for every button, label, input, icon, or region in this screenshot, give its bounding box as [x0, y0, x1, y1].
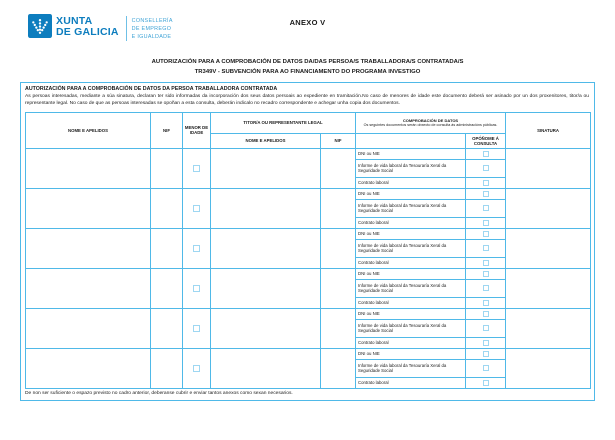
- oppose-checkbox[interactable]: [483, 340, 489, 346]
- oppose-cell: [466, 348, 506, 359]
- authorization-box: [20, 82, 595, 401]
- minor-checkbox[interactable]: [193, 205, 200, 212]
- oppose-cell: [466, 217, 506, 228]
- worker-nif-cell[interactable]: [151, 228, 183, 268]
- oppose-cell: [466, 199, 506, 217]
- oppose-cell: [466, 257, 506, 268]
- footer-note: De non ser suficiente o espazo previsto no cadro anterior, deberanse cubrir e enviar tantos anexos como sexan necesarios.: [25, 390, 293, 396]
- worker-nif-cell[interactable]: [151, 348, 183, 388]
- document-label: Contrato laboral: [356, 297, 466, 308]
- table-row: [26, 228, 591, 239]
- minor-checkbox[interactable]: [193, 245, 200, 252]
- guardian-nif-cell[interactable]: [321, 308, 356, 348]
- col-header-oppose: OPÓÑOME Á CONSULTA: [466, 133, 506, 148]
- col-header-document-spacer: [356, 133, 466, 148]
- oppose-cell: [466, 337, 506, 348]
- worker-name-cell[interactable]: [26, 268, 151, 308]
- guardian-name-cell[interactable]: [211, 188, 321, 228]
- document-label: Informe de vida laboral da Tesouraría Xeral da Seguridade Social: [356, 159, 466, 177]
- minor-checkbox[interactable]: [193, 285, 200, 292]
- oppose-checkbox[interactable]: [483, 365, 489, 371]
- minor-checkbox[interactable]: [193, 365, 200, 372]
- table-row: [26, 308, 591, 319]
- oppose-checkbox[interactable]: [483, 180, 489, 186]
- oppose-checkbox[interactable]: [483, 191, 489, 197]
- guardian-name-cell[interactable]: [211, 308, 321, 348]
- oppose-checkbox[interactable]: [483, 245, 489, 251]
- guardian-nif-cell[interactable]: [321, 228, 356, 268]
- oppose-checkbox[interactable]: [483, 325, 489, 331]
- org-name: XUNTA DE GALICIA: [56, 15, 119, 39]
- document-label: Informe de vida laboral da Tesouraría Xeral da Seguridade Social: [356, 359, 466, 377]
- worker-nif-cell[interactable]: [151, 148, 183, 188]
- signature-cell[interactable]: [506, 228, 591, 268]
- worker-name-cell[interactable]: [26, 228, 151, 268]
- document-label: Informe de vida laboral da Tesouraría Xeral da Seguridade Social: [356, 199, 466, 217]
- minor-cell: [183, 268, 211, 308]
- document-label: DNI ou NIE: [356, 188, 466, 199]
- oppose-checkbox[interactable]: [483, 205, 489, 211]
- document-label: Contrato laboral: [356, 217, 466, 228]
- authorization-table: [25, 112, 591, 389]
- oppose-cell: [466, 297, 506, 308]
- document-title: [0, 57, 615, 78]
- worker-nif-cell[interactable]: [151, 268, 183, 308]
- document-label: Contrato laboral: [356, 257, 466, 268]
- guardian-nif-cell[interactable]: [321, 148, 356, 188]
- guardian-nif-cell[interactable]: [321, 188, 356, 228]
- oppose-cell: [466, 159, 506, 177]
- document-label: Informe de vida laboral da Tesouraría Xeral da Seguridade Social: [356, 279, 466, 297]
- minor-cell: [183, 188, 211, 228]
- document-label: Contrato laboral: [356, 177, 466, 188]
- oppose-checkbox[interactable]: [483, 300, 489, 306]
- table-row: [26, 268, 591, 279]
- guardian-nif-cell[interactable]: [321, 268, 356, 308]
- guardian-name-cell[interactable]: [211, 148, 321, 188]
- oppose-checkbox[interactable]: [483, 285, 489, 291]
- col-header-worker-nif: NIF: [151, 112, 183, 148]
- signature-cell[interactable]: [506, 188, 591, 228]
- document-label: Informe de vida laboral da Tesouraría Xeral da Seguridade Social: [356, 239, 466, 257]
- oppose-cell: [466, 177, 506, 188]
- document-label: DNI ou NIE: [356, 148, 466, 159]
- oppose-cell: [466, 377, 506, 388]
- verification-subtitle: Os seguintes documentos serán obxecto de consulta ás administracións públicas.: [363, 123, 498, 128]
- worker-name-cell[interactable]: [26, 308, 151, 348]
- oppose-cell: [466, 279, 506, 297]
- col-header-guardian: TITOR/A OU REPRESENTANTE LEGAL: [211, 112, 356, 133]
- document-label: Informe de vida laboral da Tesouraría Xeral da Seguridade Social: [356, 319, 466, 337]
- document-label: Contrato laboral: [356, 377, 466, 388]
- guardian-name-cell[interactable]: [211, 268, 321, 308]
- minor-cell: [183, 308, 211, 348]
- oppose-checkbox[interactable]: [483, 165, 489, 171]
- oppose-checkbox[interactable]: [483, 271, 489, 277]
- authorization-intro-text: As persoas interesadas, mediante a súa sinatura, declaran ter sido informadas da incorporación dos seus datos persoais ao expediente en tramitación.No caso de menores de idade este documento deberá ser asinado por un dos proxenitores, titor/a ou representante legal. No caso de que as persoas interesadas se opoñan a esta consulta, deberán indicalo no recadro correspondente e achegar unha copia dos documentos.: [25, 94, 589, 106]
- minor-checkbox[interactable]: [193, 165, 200, 172]
- oppose-cell: [466, 268, 506, 279]
- worker-name-cell[interactable]: [26, 148, 151, 188]
- worker-nif-cell[interactable]: [151, 308, 183, 348]
- signature-cell[interactable]: [506, 348, 591, 388]
- table-row: [26, 188, 591, 199]
- oppose-cell: [466, 148, 506, 159]
- signature-cell[interactable]: [506, 308, 591, 348]
- oppose-cell: [466, 359, 506, 377]
- anexo-label: ANEXO V: [289, 18, 326, 27]
- col-header-worker-name: NOME E APELIDOS: [26, 112, 151, 148]
- document-label: Contrato laboral: [356, 337, 466, 348]
- worker-nif-cell[interactable]: [151, 188, 183, 228]
- minor-checkbox[interactable]: [193, 325, 200, 332]
- document-label: DNI ou NIE: [356, 228, 466, 239]
- oppose-checkbox[interactable]: [483, 151, 489, 157]
- guardian-name-cell[interactable]: [211, 228, 321, 268]
- col-header-verification: [356, 112, 506, 133]
- oppose-checkbox[interactable]: [483, 231, 489, 237]
- department-name: CONSELLERÍA DE EMPREGO E IGUALDADE: [131, 18, 173, 41]
- guardian-name-cell[interactable]: [211, 348, 321, 388]
- oppose-cell: [466, 188, 506, 199]
- signature-cell[interactable]: [506, 268, 591, 308]
- oppose-cell: [466, 228, 506, 239]
- minor-cell: [183, 228, 211, 268]
- col-header-guardian-name: NOME E APELIDOS: [211, 133, 321, 148]
- oppose-checkbox[interactable]: [483, 351, 489, 357]
- authorization-box-title: AUTORIZACIÓN PARA A COMPROBACIÓN DE DATOS DA PERSOA TRABALLADORA CONTRATADA: [25, 86, 278, 92]
- oppose-checkbox[interactable]: [483, 311, 489, 317]
- verification-title: COMPROBACIÓN DE DATOS: [402, 118, 459, 124]
- worker-name-cell[interactable]: [26, 348, 151, 388]
- col-header-minor: MENOR DE IDADE: [183, 112, 211, 148]
- document-title-line2: TR349V - SUBVENCIÓN PARA AO FINANCIAMENTO DO PROGRAMA INVESTIGO: [194, 69, 421, 76]
- oppose-cell: [466, 319, 506, 337]
- document-label: DNI ou NIE: [356, 268, 466, 279]
- oppose-checkbox[interactable]: [483, 380, 489, 386]
- document-title-line1: AUTORIZACIÓN PARA A COMPROBACIÓN DE DATOS DA/DAS PERSOA/S TRABALLADORA/S CONTRATADA/S: [151, 59, 464, 65]
- oppose-cell: [466, 239, 506, 257]
- oppose-checkbox[interactable]: [483, 220, 489, 226]
- worker-name-cell[interactable]: [26, 188, 151, 228]
- signature-cell[interactable]: [506, 148, 591, 188]
- oppose-cell: [466, 308, 506, 319]
- col-header-signature: SINATURA: [506, 112, 591, 148]
- table-row: [26, 348, 591, 359]
- col-header-guardian-nif: NIF: [321, 133, 356, 148]
- document-label: DNI ou NIE: [356, 348, 466, 359]
- table-row: [26, 148, 591, 159]
- guardian-nif-cell[interactable]: [321, 348, 356, 388]
- authorization-table-body: [26, 148, 591, 388]
- document-label: DNI ou NIE: [356, 308, 466, 319]
- minor-cell: [183, 148, 211, 188]
- minor-cell: [183, 348, 211, 388]
- oppose-checkbox[interactable]: [483, 260, 489, 266]
